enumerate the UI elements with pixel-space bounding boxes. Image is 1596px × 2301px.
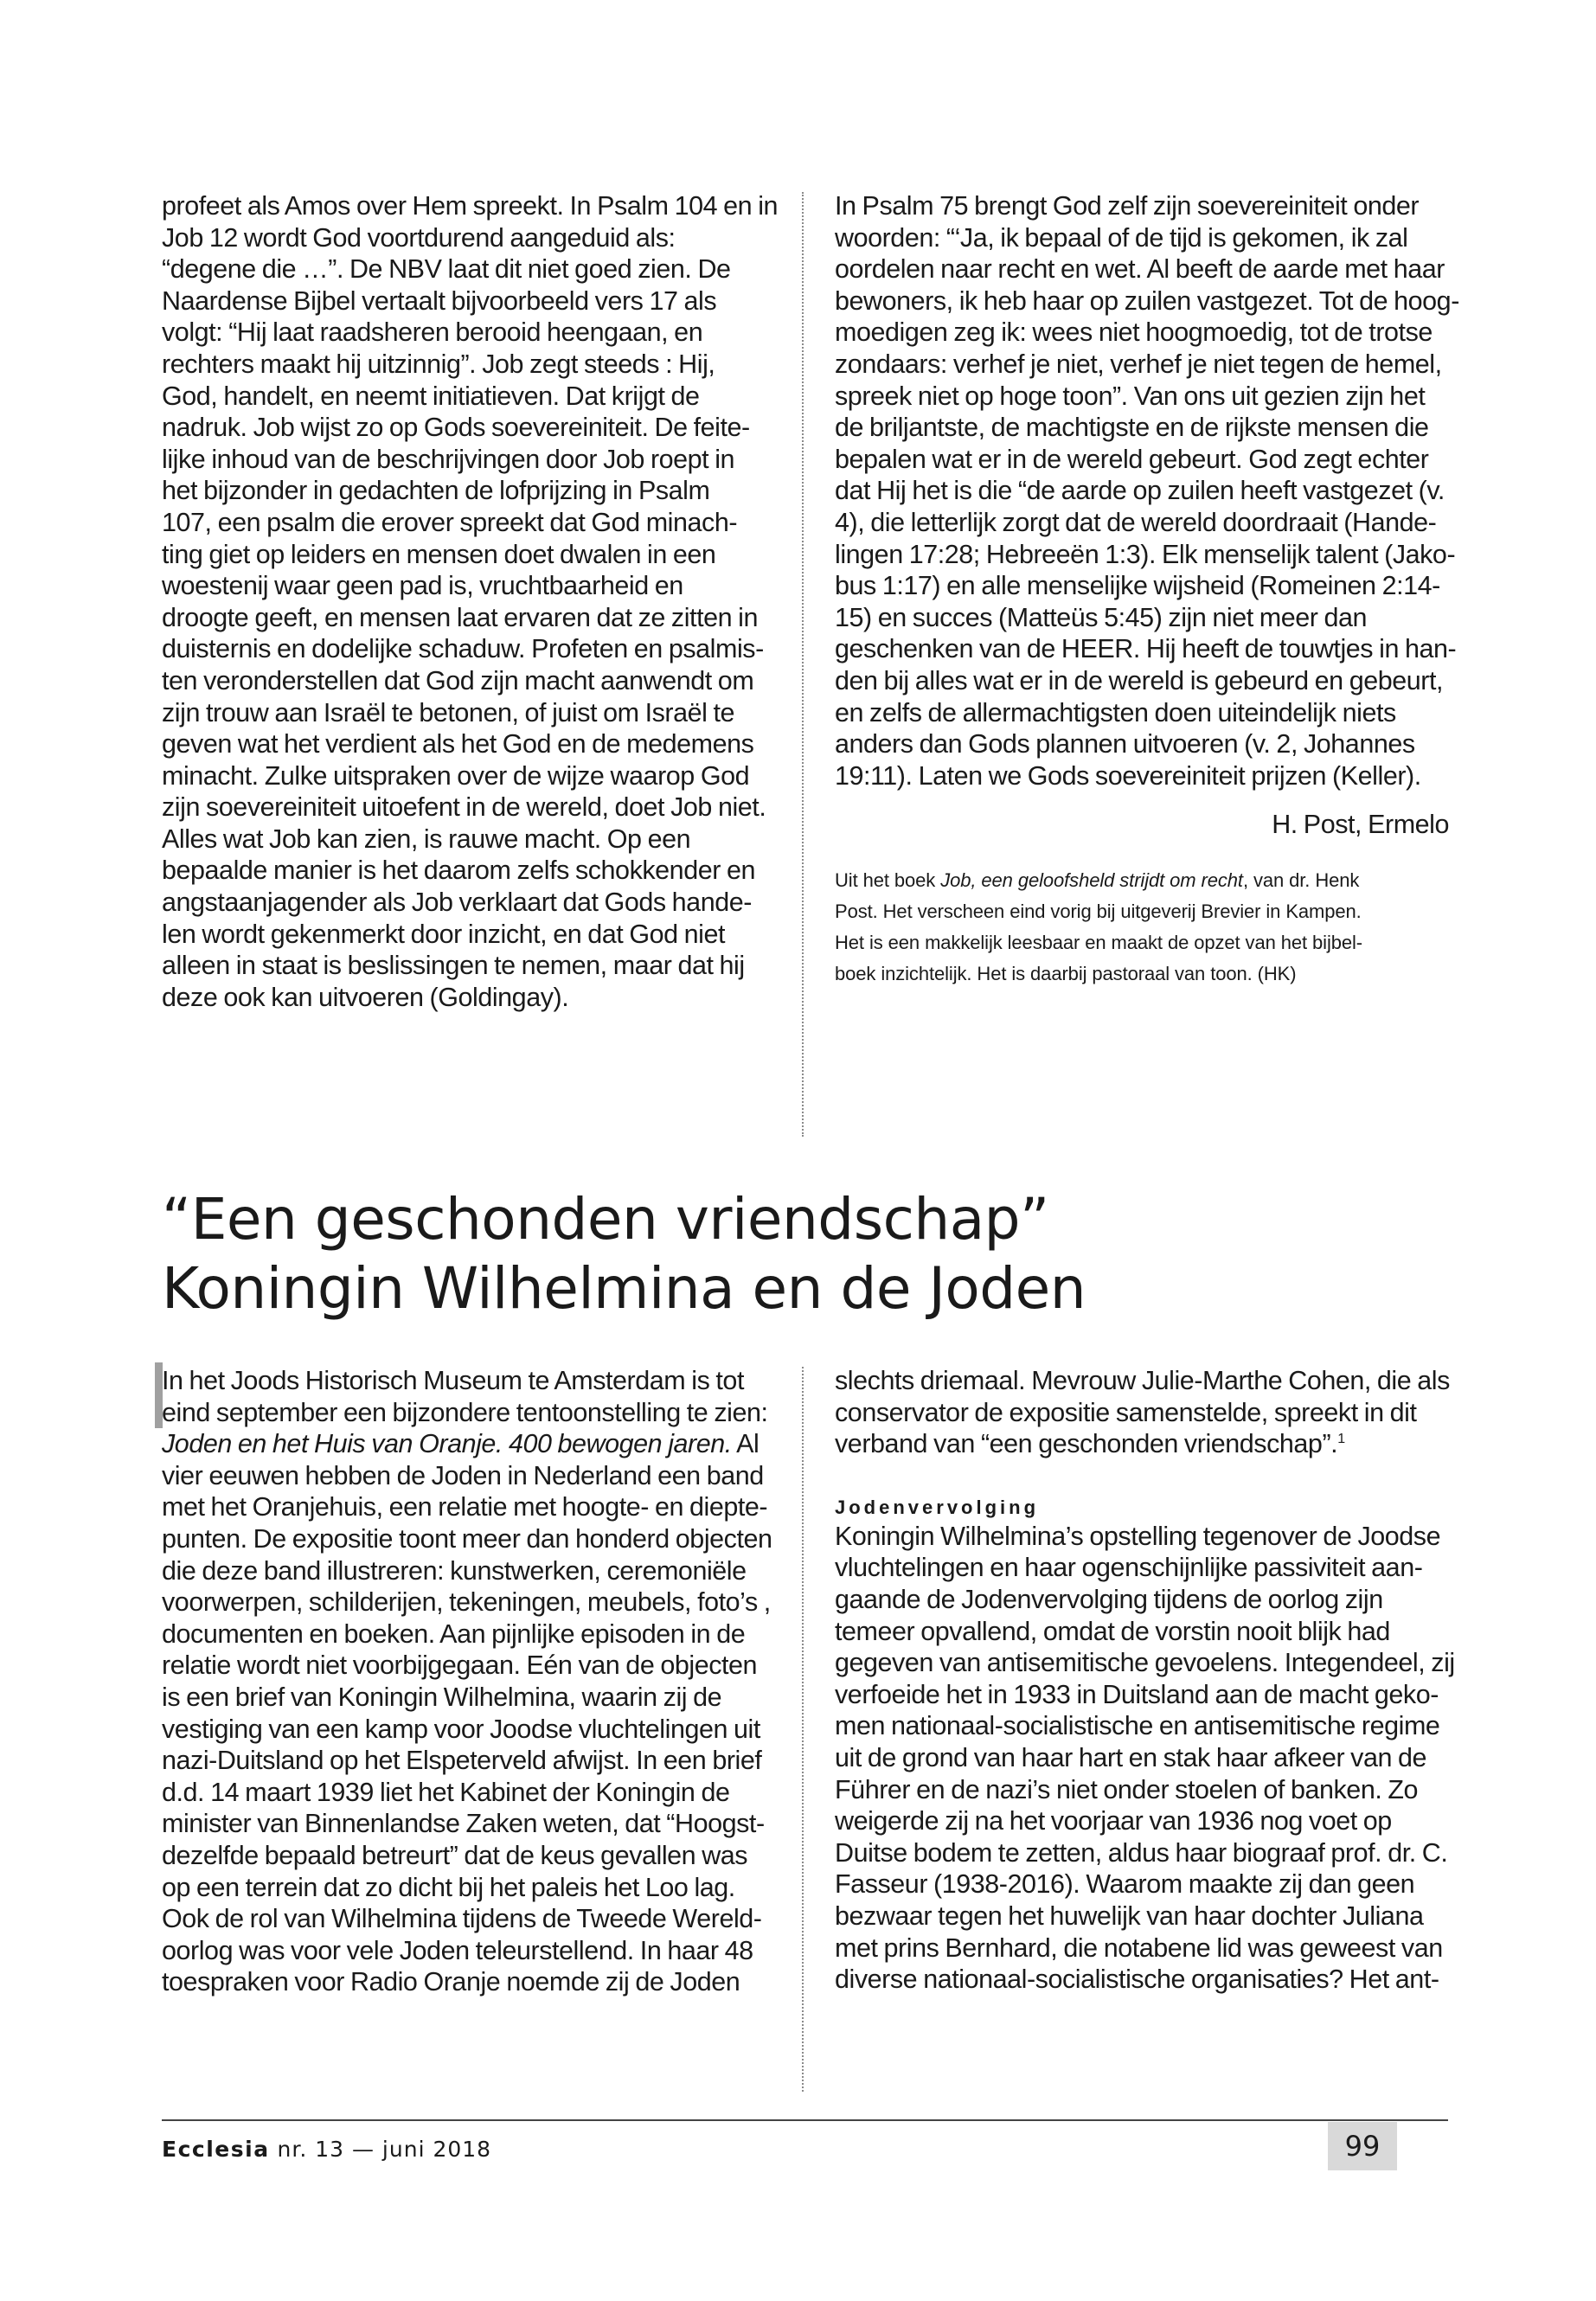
text-line: eind september een bijzondere tentoonstelling te zien:	[162, 1397, 768, 1427]
signature: H. Post, Ermelo	[1272, 810, 1449, 840]
text-line: zondaars: verhef je niet, verhef je niet tegen de hemel,	[835, 349, 1442, 379]
note-prefix: Uit het boek	[835, 868, 941, 891]
text-line: temeer opvallend, omdat de vorstin nooit blijk had	[835, 1616, 1390, 1646]
note-line: Post. Het verscheen eind vorig bij uitgeverij Brevier in Kampen.	[835, 900, 1362, 922]
text-line: bezwaar tegen het huwelijk van haar dochter Juliana	[835, 1900, 1424, 1931]
column-top-left	[162, 190, 779, 1013]
text-line: verfoeide het in 1933 in Duitsland aan de macht geko-	[835, 1679, 1439, 1709]
text-line: angstaanjagender als Job verklaart dat Gods hande-	[162, 888, 752, 918]
column-bottom-left	[162, 1365, 776, 1998]
column-divider-top	[802, 192, 804, 1137]
text-line: duisternis en dodelijke schaduw. Profeten en psalmis-	[162, 634, 764, 664]
text-line: woorden: “‘Ja, ik bepaal of de tijd is gekomen, ik zal	[835, 222, 1408, 253]
text-line: Ook de rol van Wilhelmina tijdens de Tweede Wereld-	[162, 1904, 762, 1934]
text-line: Fasseur (1938-2016). Waarom maakte zij dan geen	[835, 1869, 1415, 1900]
text-line: Job 12 wordt God voortdurend aangeduid als:	[162, 222, 676, 253]
text-line: voorwerpen, schilderijen, tekeningen, meubels, foto’s ,	[162, 1587, 771, 1618]
text-line: dat Hij het is die “de aarde op zuilen heeft vastgezet (v.	[835, 476, 1445, 506]
text-line: slechts driemaal. Mevrouw Julie-Marthe Cohen, die als	[835, 1366, 1450, 1395]
text-line: gaande de Jodenvervolging tijdens de oorlog zijn	[835, 1584, 1383, 1614]
text-line: Duitse bodem te zetten, aldus haar biograaf prof. dr. C.	[835, 1837, 1448, 1868]
text-line: spreek niet op hoge toon”. Van ons uit gezien zijn het	[835, 381, 1426, 411]
text-line: conservator de expositie samenstelde, spreekt in dit	[835, 1397, 1417, 1427]
text-line: met prins Bernhard, die notabene lid was geweest van	[835, 1932, 1443, 1963]
text-line: relatie wordt niet voorbijgegaan. Eén van de objecten	[162, 1650, 758, 1681]
text-line: met het Oranjehuis, een relatie met hoogte- en diepte-	[162, 1492, 768, 1522]
text-line: 15) en succes (Matteüs 5:45) zijn niet meer dan	[835, 602, 1368, 632]
text-line: droogte geeft, en mensen laat ervaren dat ze zitten in	[162, 602, 758, 632]
text-line: deze ook kan uitvoeren (Goldingay).	[162, 982, 569, 1012]
text-line: geven wat het verdient als het God en de medemens	[162, 729, 754, 760]
text-line: profeet als Amos over Hem spreekt. In Psalm 104 en in	[162, 191, 779, 221]
text-line: vier eeuwen hebben de Joden in Nederland een band	[162, 1460, 764, 1490]
text-line: men nationaal-socialistische en antisemitische regime	[835, 1711, 1440, 1741]
note-line1-rest: , van dr. Henk	[1242, 868, 1360, 891]
text-line: “degene die …”. De NBV laat dit niet goed zien. De	[162, 254, 731, 285]
text-line: toespraken voor Radio Oranje noemde zij de Joden	[162, 1967, 740, 1997]
text-line: 4), die letterlijk zorgt dat de wereld doordraait (Hande-	[835, 507, 1437, 537]
text-line: vluchtelingen en haar ogenschijnlijke passiviteit aan-	[835, 1553, 1423, 1583]
text-line: Koningin Wilhelmina’s opstelling tegenover de Joodse	[835, 1521, 1441, 1551]
book-note	[835, 865, 1449, 990]
section-subheading: Jodenvervolging	[835, 1496, 1040, 1518]
text-line: ten veronderstellen dat God zijn macht aanwendt om	[162, 665, 754, 695]
text-line: documenten en boeken. Aan pijnlijke episoden in de	[162, 1618, 746, 1649]
text-line: geschenken van de HEER. Hij heeft de touwtjes in han-	[835, 634, 1457, 664]
magazine-name: Ecclesia	[162, 2137, 270, 2162]
text-line: rechters maakt hij uitzinnig”. Job zegt steeds : Hij,	[162, 349, 715, 379]
exhibition-title: Joden en het Huis van Oranje. 400 bewogen jaren.	[162, 1429, 732, 1459]
text-line: die deze band illustreren: kunstwerken, ceremoniële	[162, 1555, 747, 1586]
text-line: bepaalde manier is het daarom zelfs schokkender en	[162, 856, 755, 886]
text-line: anders dan Gods plannen uitvoeren (v. 2, Johannes	[835, 729, 1415, 760]
text-fragment: verband van “een geschonden vriendschap”.	[835, 1429, 1338, 1459]
text-line: diverse nationaal-socialistische organisaties? Het ant-	[835, 1965, 1439, 1995]
text-line: Führer en de nazi’s niet onder stoelen of banken. Zo	[835, 1774, 1419, 1804]
text-line: In Psalm 75 brengt God zelf zijn soevereiniteit onder	[835, 191, 1420, 221]
text-line: zijn soevereiniteit uitoefent in de wereld, doet Job niet.	[162, 792, 766, 823]
text-line: lijke inhoud van de beschrijvingen door Job roept in	[162, 444, 735, 474]
note-line: Het is een makkelijk leesbaar en maakt de opzet van het bijbel-	[835, 931, 1363, 953]
text-line: nazi-Duitsland op het Elspeterveld afwijst. In een brief	[162, 1746, 762, 1776]
text-line: op een terrein dat zo dicht bij het paleis het Loo lag.	[162, 1872, 735, 1902]
text-line: len wordt gekenmerkt door inzicht, en dat God niet	[162, 919, 726, 949]
column-top-right	[835, 190, 1459, 990]
text-line: is een brief van Koningin Wilhelmina, waarin zij de	[162, 1682, 722, 1712]
text-line: ting giet op leiders en mensen doet dwalen in een	[162, 539, 716, 569]
text-line: dezelfde bepaald betreurt” dat de keus gevallen was	[162, 1840, 748, 1870]
text-line: oordelen naar recht en wet. Al beeft de aarde met haar	[835, 254, 1445, 285]
text-line: alleen in staat is beslissingen te nemen, maar dat hij	[162, 951, 745, 981]
text-line: minacht. Zulke uitspraken over de wijze waarop God	[162, 760, 750, 791]
text-line: en zelfs de allermachtigsten doen uiteindelijk niets	[835, 697, 1396, 727]
text-line: volgt: “Hij laat raadsheren berooid heengaan, en	[162, 317, 703, 348]
text-line: lingen 17:28; Hebreeën 1:3). Elk menselijk talent (Jako-	[835, 539, 1456, 569]
text-line: 107, een psalm die erover spreekt dat God minach-	[162, 507, 738, 537]
text-line: oorlog was voor vele Joden teleurstellend. In haar 48	[162, 1935, 753, 1965]
footer-publication	[162, 2137, 491, 2162]
column-divider-bottom	[802, 1367, 804, 2092]
footnote-mark: 1	[1337, 1432, 1345, 1447]
text-line: weigerde zij na het voorjaar van 1936 nog voet op	[835, 1806, 1392, 1836]
text-line: moedigen zeg ik: wees niet hoogmoedig, tot de trotse	[835, 317, 1433, 348]
text-line: vestiging van een kamp voor Joodse vluchtelingen uit	[162, 1714, 760, 1744]
text-line: bewoners, ik heb haar op zuilen vastgezet. Tot de hoog-	[835, 285, 1459, 316]
text-line: Alles wat Job kan zien, is rauwe macht. Op een	[162, 824, 691, 854]
text-line: uit de grond van haar hart en stak haar afkeer van de	[835, 1742, 1427, 1772]
note-book-title: Job, een geloofsheld strijdt om recht	[940, 868, 1243, 891]
footer-rule	[162, 2119, 1448, 2121]
text-fragment: Al	[731, 1429, 760, 1459]
text-line: bepalen wat er in de wereld gebeurt. God zegt echter	[835, 444, 1429, 474]
text-line: punten. De expositie toont meer dan honderd objecten	[162, 1523, 772, 1554]
text-line: 19:11). Laten we Gods soevereiniteit prijzen (Keller).	[835, 760, 1421, 791]
text-line: zijn trouw aan Israël te betonen, of juist om Israël te	[162, 697, 735, 727]
text-line: Naardense Bijbel vertaalt bijvoorbeeld vers 17 als	[162, 285, 717, 316]
text-line: den bij alles wat er in de wereld is gebeurd en gebeurt,	[835, 665, 1444, 695]
text-line: gegeven van antisemitische gevoelens. Integendeel, zij	[835, 1648, 1455, 1678]
text-line: God, handelt, en neemt initiatieven. Dat krijgt de	[162, 381, 700, 411]
text-line: In het Joods Historisch Museum te Amsterdam is tot	[162, 1366, 744, 1395]
text-line: d.d. 14 maart 1939 liet het Kabinet der Koningin de	[162, 1777, 730, 1807]
article-title-line1: “Een geschonden vriendschap”	[162, 1186, 1049, 1253]
text-line: nadruk. Job wijst zo op Gods soevereiniteit. De feite-	[162, 413, 750, 443]
text-line: woestenij waar geen pad is, vruchtbaarheid en	[162, 571, 683, 601]
note-line: boek inzichtelijk. Het is daarbij pastoraal van toon. (HK)	[835, 962, 1297, 984]
text-line: de briljantste, de machtigste en de rijkste mensen die	[835, 413, 1429, 443]
issue-info: nr. 13 — juni 2018	[269, 2137, 492, 2162]
page-number: 99	[1328, 2122, 1397, 2170]
column-bottom-right	[835, 1365, 1455, 1996]
article-title	[162, 1185, 1286, 1324]
text-line: minister van Binnenlandse Zaken weten, dat “Hoogst-	[162, 1809, 765, 1839]
article-title-line2: Koningin Wilhelmina en de Joden	[162, 1255, 1086, 1322]
text-line: bus 1:17) en alle menselijke wijsheid (Romeinen 2:14-	[835, 571, 1440, 601]
text-line: het bijzonder in gedachten de lofprijzing in Psalm	[162, 476, 710, 506]
